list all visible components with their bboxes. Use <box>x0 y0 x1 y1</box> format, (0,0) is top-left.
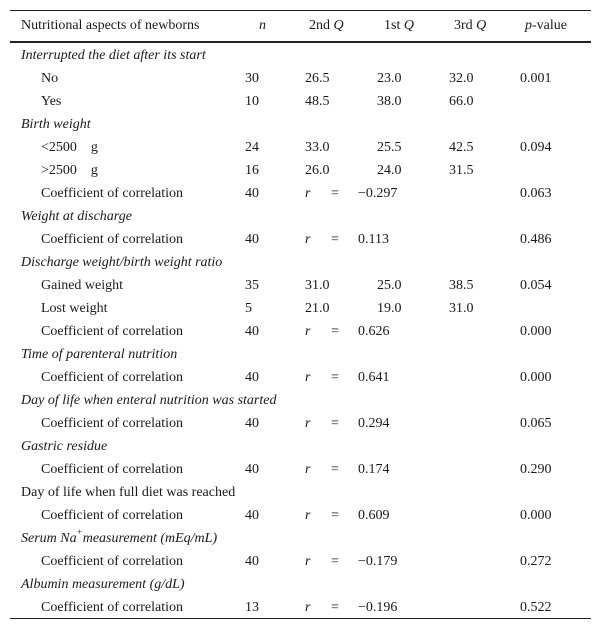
cell-1st-q: 25.5 <box>377 140 402 155</box>
table-header-rule <box>10 41 591 43</box>
cell-n: 40 <box>245 416 259 431</box>
cell-p-value: 0.054 <box>520 278 552 293</box>
cell-r-symbol: r <box>305 554 311 569</box>
row-label: Yes <box>41 94 62 109</box>
cell-3rd-q: 31.5 <box>449 163 474 178</box>
row-label: Coefficient of correlation <box>41 508 184 523</box>
cell-r-value: 0.113 <box>358 232 389 247</box>
cell-r-value: 0.641 <box>358 370 390 385</box>
section-header-row <box>10 206 591 228</box>
row-label: Coefficient of correlation <box>41 186 184 201</box>
row-label: Gained weight <box>41 278 124 293</box>
correlation-row <box>10 597 591 619</box>
header-1st-q-letter: Q <box>403 18 414 33</box>
cell-equals: = <box>331 600 339 615</box>
cell-3rd-q: 31.0 <box>449 301 474 316</box>
cell-3rd-q: 66.0 <box>449 94 474 109</box>
table-row <box>10 68 591 90</box>
cell-equals: = <box>331 416 339 431</box>
cell-p-value: 0.272 <box>520 554 552 569</box>
correlation-row <box>10 413 591 435</box>
correlation-row <box>10 459 591 481</box>
section-header-row <box>10 45 591 67</box>
cell-r-value: 0.294 <box>358 416 390 431</box>
cell-n: 40 <box>245 462 259 477</box>
cell-n: 16 <box>245 163 259 178</box>
section-header-row <box>10 482 591 504</box>
section-label: Interrupted the diet after its start <box>21 48 206 63</box>
cell-p-value: 0.290 <box>520 462 552 477</box>
cell-1st-q: 38.0 <box>377 94 402 109</box>
cell-p-value: 0.486 <box>520 232 552 247</box>
cell-n: 40 <box>245 554 259 569</box>
section-header-row <box>10 436 591 458</box>
row-label: Coefficient of correlation <box>41 370 184 385</box>
table-top-rule <box>10 10 591 11</box>
cell-r-symbol: r <box>305 186 311 201</box>
correlation-row <box>10 229 591 251</box>
section-label: Day of life when enteral nutrition was started <box>21 393 277 408</box>
cell-p-value: 0.094 <box>520 140 552 155</box>
header-2nd-q <box>309 15 344 37</box>
cell-2nd-q: 26.5 <box>305 71 330 86</box>
cell-n: 40 <box>245 324 259 339</box>
section-header-row <box>10 252 591 274</box>
header-3rd-q-letter: Q <box>476 18 487 33</box>
table-row <box>10 137 591 159</box>
header-1st-text: 1st <box>384 18 401 33</box>
cell-1st-q: 25.0 <box>377 278 402 293</box>
cell-n: 30 <box>245 71 259 86</box>
correlation-row <box>10 321 591 343</box>
cell-p-value: 0.000 <box>520 370 552 385</box>
cell-r-symbol: r <box>305 416 311 431</box>
header-p-letter: p <box>525 18 532 33</box>
cell-r-symbol: r <box>305 324 311 339</box>
table-row <box>10 275 591 297</box>
correlation-row <box>10 183 591 205</box>
section-header-row <box>10 390 591 412</box>
cell-equals: = <box>331 554 339 569</box>
table-header-row <box>10 15 591 37</box>
cell-n: 13 <box>245 600 259 615</box>
cell-1st-q: 23.0 <box>377 71 402 86</box>
superscript-plus: + <box>76 527 83 538</box>
section-label: Time of parenteral nutrition <box>21 347 178 362</box>
table-bottom-rule <box>10 618 591 619</box>
header-p-suffix: -value <box>532 18 567 33</box>
cell-p-value: 0.063 <box>520 186 552 201</box>
section-label-pre: Serum Na <box>21 531 77 546</box>
row-label: <2500 g <box>41 140 98 155</box>
correlation-row <box>10 367 591 389</box>
cell-equals: = <box>331 462 339 477</box>
cell-1st-q: 24.0 <box>377 163 402 178</box>
cell-p-value: 0.065 <box>520 416 552 431</box>
cell-n: 5 <box>245 301 252 316</box>
cell-equals: = <box>331 508 339 523</box>
cell-n: 40 <box>245 232 259 247</box>
section-header-row <box>10 528 591 550</box>
cell-3rd-q: 38.5 <box>449 278 474 293</box>
row-label: >2500 g <box>41 163 98 178</box>
cell-3rd-q: 42.5 <box>449 140 474 155</box>
cell-r-value: 0.609 <box>358 508 390 523</box>
cell-2nd-q: 48.5 <box>305 94 330 109</box>
cell-3rd-q: 32.0 <box>449 71 474 86</box>
cell-r-value: −0.179 <box>358 554 398 569</box>
cell-equals: = <box>331 186 339 201</box>
section-label: Gastric residue <box>21 439 108 454</box>
header-n: n <box>259 18 266 33</box>
table-row <box>10 298 591 320</box>
row-label: Coefficient of correlation <box>41 554 184 569</box>
section-label-post: measurement (mEq/mL) <box>82 531 218 546</box>
cell-r-symbol: r <box>305 462 311 477</box>
cell-p-value: 0.522 <box>520 600 552 615</box>
cell-r-value: −0.297 <box>358 186 398 201</box>
section-label: Birth weight <box>21 117 91 132</box>
row-label: Coefficient of correlation <box>41 600 184 615</box>
cell-equals: = <box>331 232 339 247</box>
section-header-row <box>10 114 591 136</box>
section-label: Albumin measurement (g/dL) <box>21 577 185 592</box>
row-label: Coefficient of correlation <box>41 324 184 339</box>
cell-2nd-q: 33.0 <box>305 140 330 155</box>
header-2nd-text: 2nd <box>309 18 330 33</box>
section-label <box>21 528 217 550</box>
correlation-row <box>10 551 591 573</box>
cell-equals: = <box>331 324 339 339</box>
cell-n: 40 <box>245 508 259 523</box>
section-label: Weight at discharge <box>21 209 132 224</box>
table-row <box>10 91 591 113</box>
cell-2nd-q: 21.0 <box>305 301 330 316</box>
cell-n: 40 <box>245 186 259 201</box>
table-row <box>10 160 591 182</box>
cell-r-symbol: r <box>305 508 311 523</box>
cell-p-value: 0.000 <box>520 324 552 339</box>
cell-2nd-q: 26.0 <box>305 163 330 178</box>
header-p-value <box>525 15 567 37</box>
header-3rd-q <box>454 15 486 37</box>
row-label: Coefficient of correlation <box>41 462 184 477</box>
row-label: Lost weight <box>41 301 108 316</box>
cell-1st-q: 19.0 <box>377 301 402 316</box>
cell-n: 40 <box>245 370 259 385</box>
cell-n: 35 <box>245 278 259 293</box>
cell-p-value: 0.001 <box>520 71 552 86</box>
cell-2nd-q: 31.0 <box>305 278 330 293</box>
cell-n: 24 <box>245 140 259 155</box>
cell-r-symbol: r <box>305 370 311 385</box>
cell-r-value: 0.174 <box>358 462 390 477</box>
section-header-row <box>10 344 591 366</box>
cell-n: 10 <box>245 94 259 109</box>
correlation-row <box>10 505 591 527</box>
header-aspect: Nutritional aspects of newborns <box>21 18 200 33</box>
section-header-row <box>10 574 591 596</box>
section-label: Day of life when full diet was reached <box>21 485 236 500</box>
row-label: Coefficient of correlation <box>41 232 184 247</box>
cell-equals: = <box>331 370 339 385</box>
section-label: Discharge weight/birth weight ratio <box>21 255 223 270</box>
cell-p-value: 0.000 <box>520 508 552 523</box>
header-1st-q <box>384 15 414 37</box>
cell-r-symbol: r <box>305 232 311 247</box>
row-label: Coefficient of correlation <box>41 416 184 431</box>
header-3rd-text: 3rd <box>454 18 473 33</box>
cell-r-value: 0.626 <box>358 324 390 339</box>
cell-r-symbol: r <box>305 600 311 615</box>
row-label: No <box>41 71 59 86</box>
header-2nd-q-letter: Q <box>333 18 344 33</box>
cell-r-value: −0.196 <box>358 600 398 615</box>
